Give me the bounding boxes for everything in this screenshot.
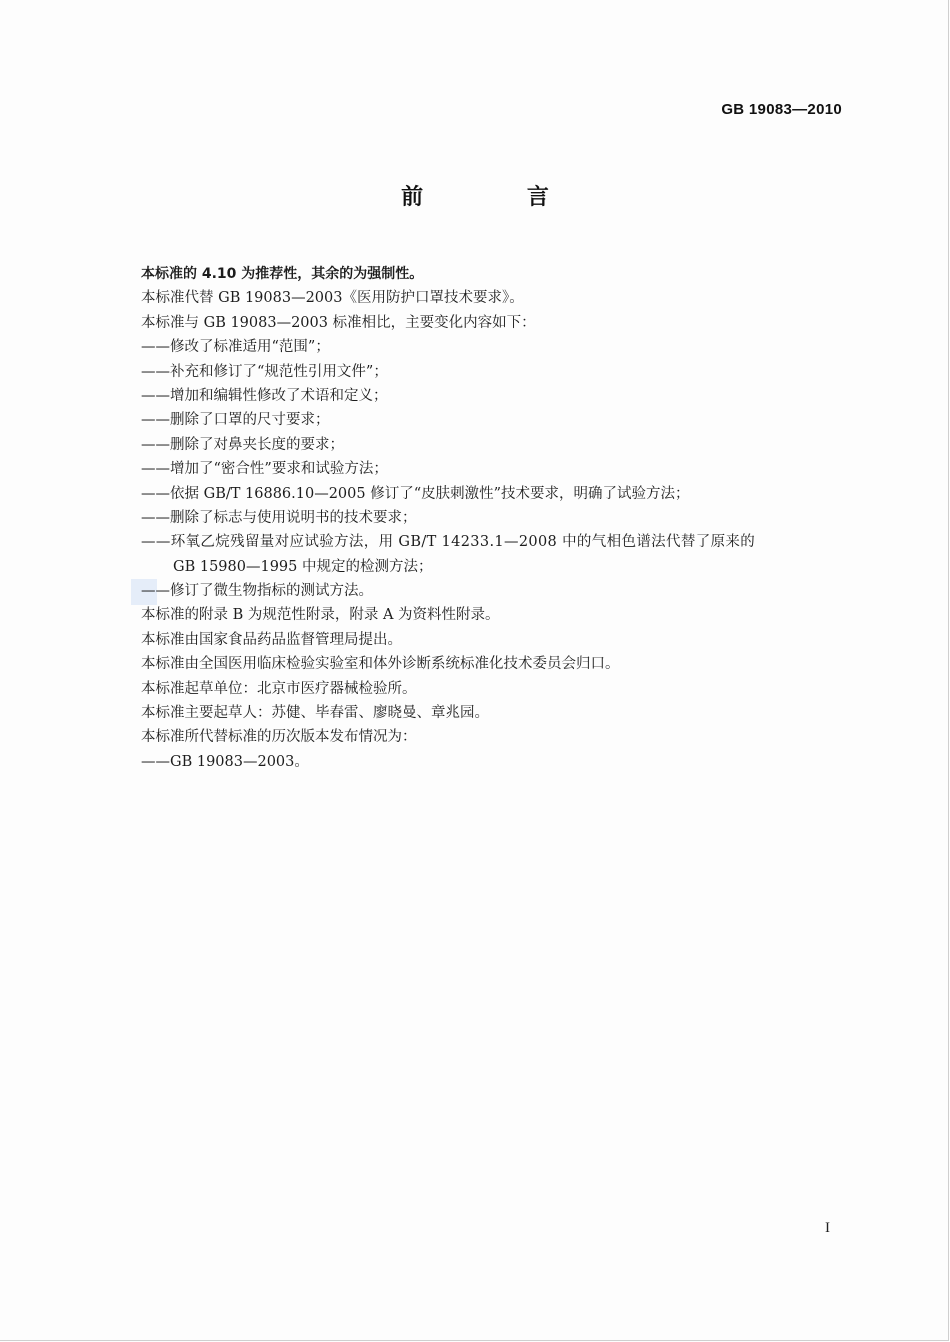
paragraph: 本标准主要起草人：苏健、毕春雷、廖晓曼、章兆园。	[141, 705, 489, 722]
change-list-item: ——修改了标准适用“范围”；	[141, 339, 330, 356]
change-list-item: GB 15980—1995 中规定的检测方法；	[173, 558, 433, 575]
paragraph: 本标准与 GB 19083—2003 标准相比，主要变化内容如下：	[141, 314, 536, 331]
paragraph: 本标准起草单位：北京市医疗器械检验所。	[141, 680, 417, 697]
change-list-item: ——删除了口罩的尺寸要求；	[141, 412, 330, 429]
change-list-item: ——修订了微生物指标的测试方法。	[141, 583, 373, 600]
change-list-item: ——删除了对鼻夹长度的要求；	[141, 436, 344, 453]
page-title: 前 言	[401, 185, 597, 210]
paragraph: 本标准代替 GB 19083—2003《医用防护口罩技术要求》。	[141, 290, 524, 307]
paragraph: 本标准的附录 B 为规范性附录，附录 A 为资料性附录。	[141, 607, 500, 624]
change-list-item: ——删除了标志与使用说明书的技术要求；	[141, 509, 417, 526]
standard-code: GB 19083—2010	[721, 101, 842, 118]
paragraph: 本标准所代替标准的历次版本发布情况为：	[141, 729, 417, 746]
change-list-item: ——补充和修订了“规范性引用文件”；	[141, 363, 388, 380]
change-list-item: ——增加了“密合性”要求和试验方法；	[141, 461, 388, 478]
paragraph: 本标准的 4.10 为推荐性，其余的为强制性。	[141, 266, 424, 282]
change-list-item: ——GB 19083—2003。	[141, 753, 309, 770]
paragraph: 本标准由国家食品药品监督管理局提出。	[141, 631, 402, 648]
page-number: I	[825, 1220, 830, 1236]
change-list-item: ——依据 GB/T 16886.10—2005 修订了“皮肤刺激性”技术要求，明确了试验方法；	[141, 485, 690, 502]
change-list-item: ——环氧乙烷残留量对应试验方法，用 GB/T 14233.1—2008 中的气相色谱法代替了原来的	[141, 534, 756, 551]
foreword-body	[141, 262, 841, 774]
paragraph: 本标准由全国医用临床检验实验室和体外诊断系统标准化技术委员会归口。	[141, 656, 620, 673]
change-list-item: ——增加和编辑性修改了术语和定义；	[141, 387, 388, 404]
